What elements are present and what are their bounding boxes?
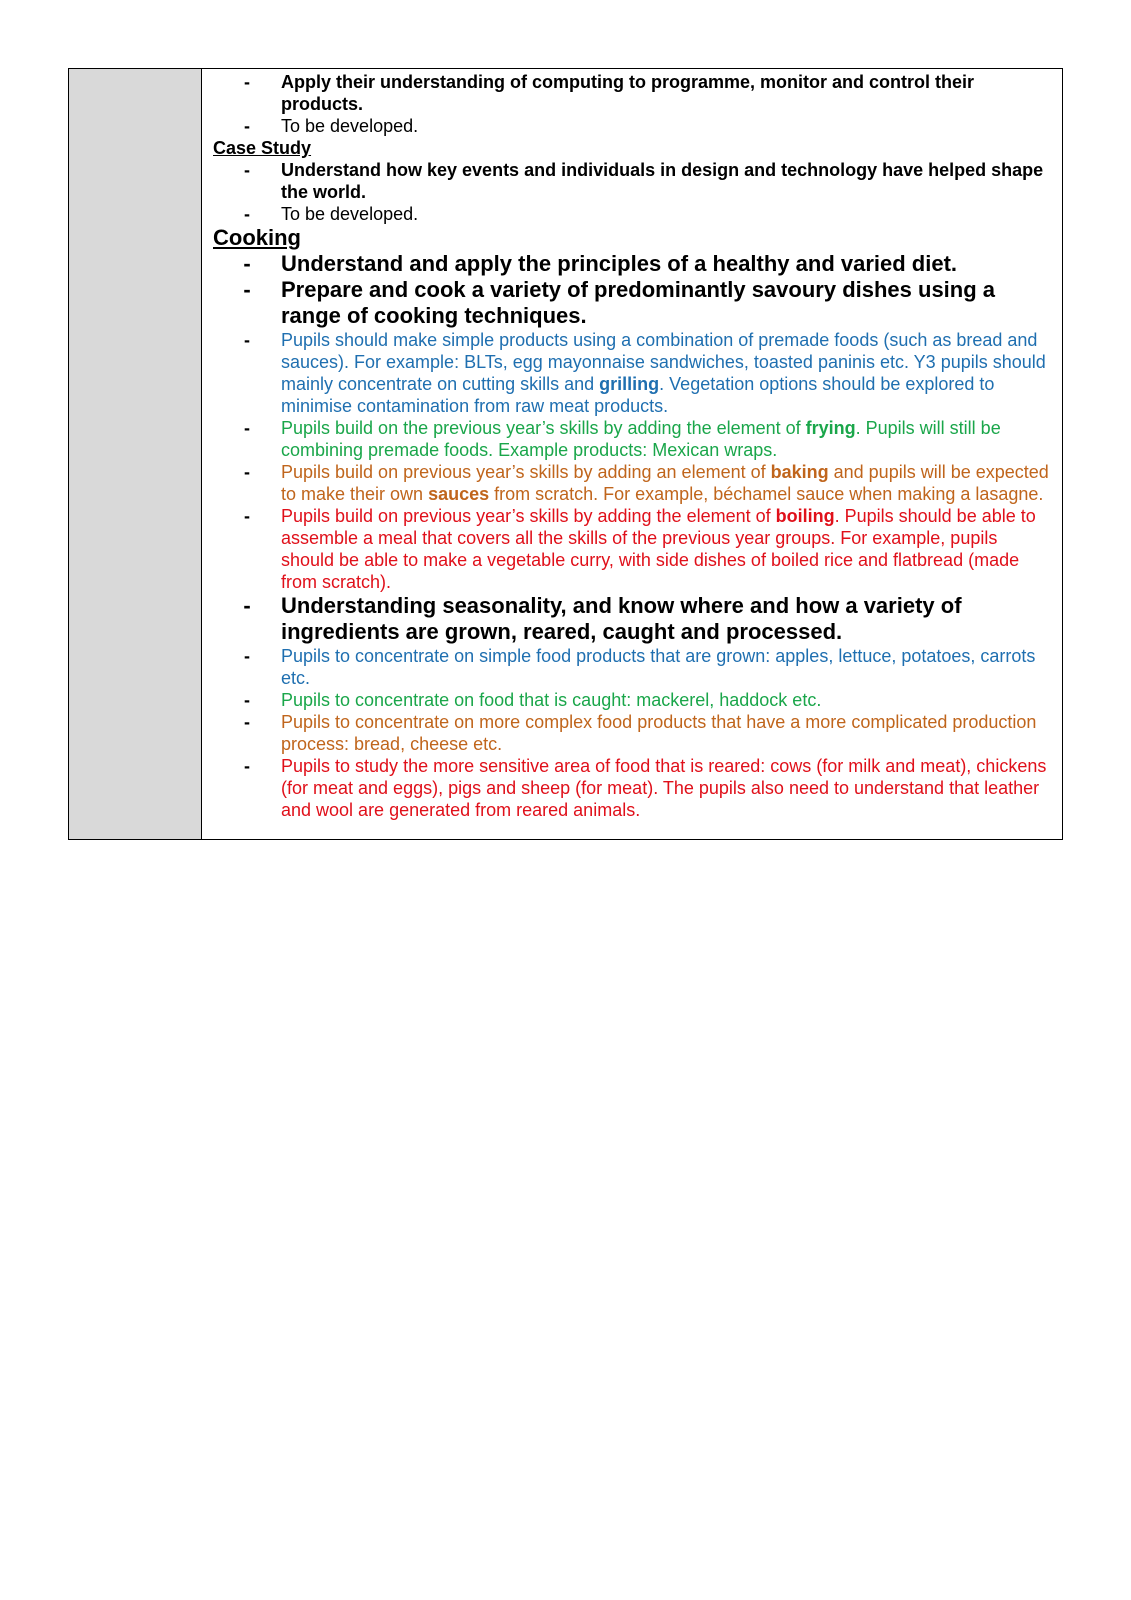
- y4-seasonality-text: Pupils to concentrate on food that is caught: mackerel, haddock etc.: [281, 690, 822, 710]
- cooking-objective-seasonality: Understanding seasonality, and know where and how a variety of ingredients are grown, reared, caught and processed.: [281, 593, 962, 644]
- list-item: [213, 203, 1052, 225]
- case-study-todo: To be developed.: [281, 204, 419, 224]
- list-item: [213, 159, 1052, 203]
- list-item: [213, 277, 1052, 329]
- list-item: [213, 505, 1052, 593]
- case-study-heading: Case Study: [213, 138, 312, 158]
- bullet-dash: -: [244, 116, 250, 136]
- curriculum-table: [68, 68, 1063, 840]
- list-item: [213, 461, 1052, 505]
- case-study-objective: Understand how key events and individuals in design and technology have helped shape the world.: [281, 160, 1044, 202]
- y4-cooking-text: Pupils build on the previous year’s skills by adding the element of frying. Pupils will still be combining premade foods. Example products: Mexican wraps.: [281, 418, 1001, 460]
- y3-seasonality-text: Pupils to concentrate on simple food products that are grown: apples, lettuce, potatoes, carrots etc.: [281, 646, 1036, 688]
- computing-objective: Apply their understanding of computing to programme, monitor and control their products.: [281, 72, 974, 114]
- cooking-heading: Cooking: [213, 225, 301, 250]
- bullet-dash: -: [244, 462, 250, 482]
- y5-seasonality-text: Pupils to concentrate on more complex food products that have a more complicated production process: bread, cheese etc.: [281, 712, 1037, 754]
- bullet-dash: -: [243, 251, 251, 276]
- content-cell: [202, 69, 1062, 839]
- list-item: [213, 645, 1052, 689]
- left-cell: [69, 69, 202, 839]
- cooking-objective-diet: Understand and apply the principles of a healthy and varied diet.: [281, 251, 958, 276]
- y6-cooking-text: Pupils build on previous year’s skills by adding the element of boiling. Pupils should be able to assemble a meal that covers all the skills of the previous year groups. For example, pupils should be able to make a vegetable curry, with side dishes of boiled rice and flatbread (made from scratch).: [281, 506, 1036, 592]
- bullet-dash: -: [244, 418, 250, 438]
- computing-todo: To be developed.: [281, 116, 419, 136]
- list-item: [213, 689, 1052, 711]
- bullet-dash: -: [243, 593, 251, 618]
- list-item: [213, 251, 1052, 277]
- bullet-dash: -: [244, 72, 250, 92]
- bullet-dash: -: [244, 160, 250, 180]
- list-item: [213, 417, 1052, 461]
- bullet-dash: -: [244, 506, 250, 526]
- y6-seasonality-text: Pupils to study the more sensitive area of food that is reared: cows (for milk and meat), chickens (for meat and eggs), pigs and sheep (for meat). The pupils also need to understand that leather and wool are generated from reared animals.: [281, 756, 1047, 820]
- list-item: [213, 711, 1052, 755]
- list-item: [213, 593, 1052, 645]
- bullet-dash: -: [244, 756, 250, 776]
- bullet-dash: -: [244, 712, 250, 732]
- list-item: [213, 115, 1052, 137]
- bullet-dash: -: [244, 204, 250, 224]
- bullet-dash: -: [244, 330, 250, 350]
- bullet-dash: -: [243, 277, 251, 302]
- list-item: [213, 71, 1052, 115]
- cooking-objective-techniques: Prepare and cook a variety of predominantly savoury dishes using a range of cooking techniques.: [281, 277, 996, 328]
- bullet-dash: -: [244, 690, 250, 710]
- bullet-dash: -: [244, 646, 250, 666]
- y5-cooking-text: Pupils build on previous year’s skills by adding an element of baking and pupils will be expected to make their own sauces from scratch. For example, béchamel sauce when making a lasagne.: [281, 462, 1049, 504]
- list-item: [213, 755, 1052, 821]
- list-item: [213, 329, 1052, 417]
- y3-cooking-text: Pupils should make simple products using a combination of premade foods (such as bread and sauces). For example: BLTs, egg mayonnaise sandwiches, toasted paninis etc. Y3 pupils should mainly concentrate on cutting skills and grilling. Vegetation options should be explored to minimise contamination from raw meat products.: [281, 330, 1046, 416]
